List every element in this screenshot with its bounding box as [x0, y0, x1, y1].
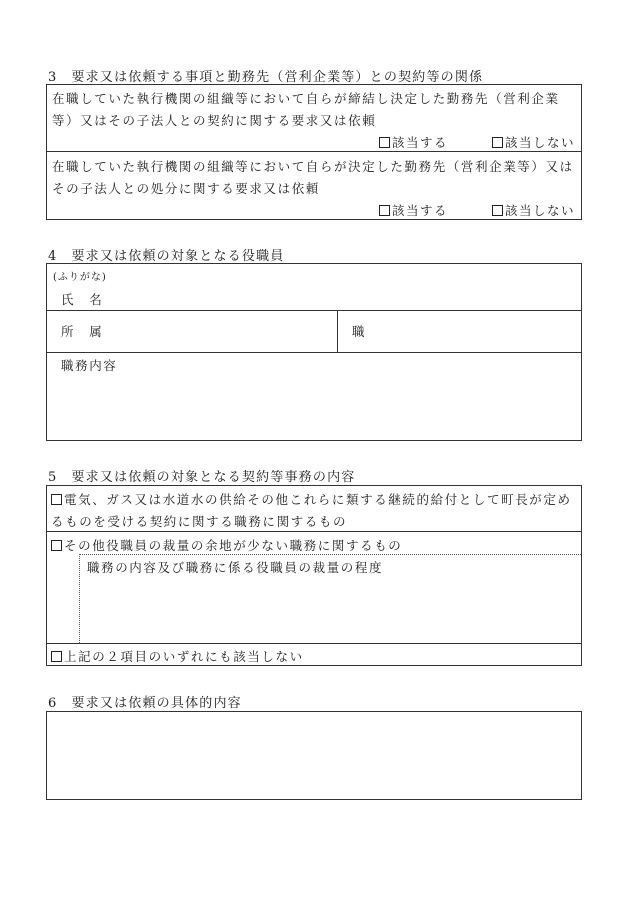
section-6-title: 要求又は依頼の具体的内容 — [71, 696, 242, 711]
row-divider — [47, 310, 581, 311]
contract-relation-line1: 在職していた執行機関の組織等において自らが締結し決定した勤務先（営利企業 — [52, 91, 560, 106]
checkbox-icon[interactable] — [51, 494, 62, 505]
furigana-label: (ふりがな) — [53, 272, 107, 283]
none-applicable-option[interactable] — [51, 647, 304, 665]
utility-contract-line1: 電気、ガス又は水道水の供給その他これらに類する継続的給付として町長が定め — [64, 492, 572, 507]
checkbox-icon[interactable] — [51, 540, 62, 551]
section-5-table — [46, 485, 582, 666]
section-4-title: 要求又は依頼の対象となる役職員 — [71, 249, 285, 264]
utility-contract-line2: るものを受ける契約に関する職務に関するもの — [51, 514, 348, 529]
specific-content-box[interactable] — [46, 711, 582, 800]
row-divider — [47, 643, 581, 644]
section-3-number: 3 — [48, 70, 58, 85]
section-4-table — [46, 263, 582, 441]
section-3-heading — [48, 66, 483, 85]
row-divider — [47, 531, 581, 532]
column-divider — [337, 310, 338, 352]
checkbox-icon[interactable] — [379, 137, 390, 148]
row-divider — [47, 352, 581, 353]
position-label: 職 — [352, 324, 367, 339]
checkbox-icon[interactable] — [492, 205, 503, 216]
section-5-heading — [48, 466, 356, 485]
disposition-no-option[interactable] — [492, 201, 575, 219]
section-6-number: 6 — [48, 696, 58, 711]
low-discretion-label: その他役職員の裁量の余地が少ない職務に関するもの — [64, 538, 403, 553]
discretion-detail-label: 職務の内容及び職務に係る役職員の裁量の程度 — [87, 560, 384, 575]
section-5-number: 5 — [48, 470, 58, 485]
section-3-table — [46, 84, 582, 220]
checkbox-icon[interactable] — [492, 137, 503, 148]
name-label: 氏 名 — [61, 292, 104, 307]
contract-no-label: 該当しない — [505, 135, 576, 150]
affiliation-label: 所 属 — [61, 324, 104, 339]
duties-label: 職務内容 — [61, 358, 118, 373]
contract-relation-line2: 等）又はその子法人との契約に関する要求又は依頼 — [52, 113, 377, 128]
checkbox-icon[interactable] — [379, 205, 390, 216]
disposition-relation-line2: その子法人との処分に関する要求又は依頼 — [52, 181, 320, 196]
section-4-heading — [48, 245, 285, 264]
contract-yes-label: 該当する — [392, 135, 449, 150]
row-divider — [47, 151, 581, 152]
utility-contract-option[interactable] — [51, 490, 572, 508]
checkbox-icon[interactable] — [51, 651, 62, 662]
low-discretion-option[interactable] — [51, 536, 402, 554]
contract-yes-option[interactable] — [379, 133, 448, 151]
disposition-yes-label: 該当する — [392, 203, 449, 218]
none-applicable-label: 上記の２項目のいずれにも該当しない — [64, 649, 304, 664]
section-3-title: 要求又は依頼する事項と勤務先（営利企業等）との契約等の関係 — [71, 70, 484, 85]
disposition-relation-line1: 在職していた執行機関の組織等において自らが決定した勤務先（営利企業等）又は — [52, 159, 574, 174]
section-5-title: 要求又は依頼の対象となる契約等事務の内容 — [71, 470, 356, 485]
section-6-heading — [48, 692, 242, 711]
contract-no-option[interactable] — [492, 133, 575, 151]
section-4-number: 4 — [48, 249, 58, 264]
disposition-yes-option[interactable] — [379, 201, 448, 219]
disposition-no-label: 該当しない — [505, 203, 576, 218]
